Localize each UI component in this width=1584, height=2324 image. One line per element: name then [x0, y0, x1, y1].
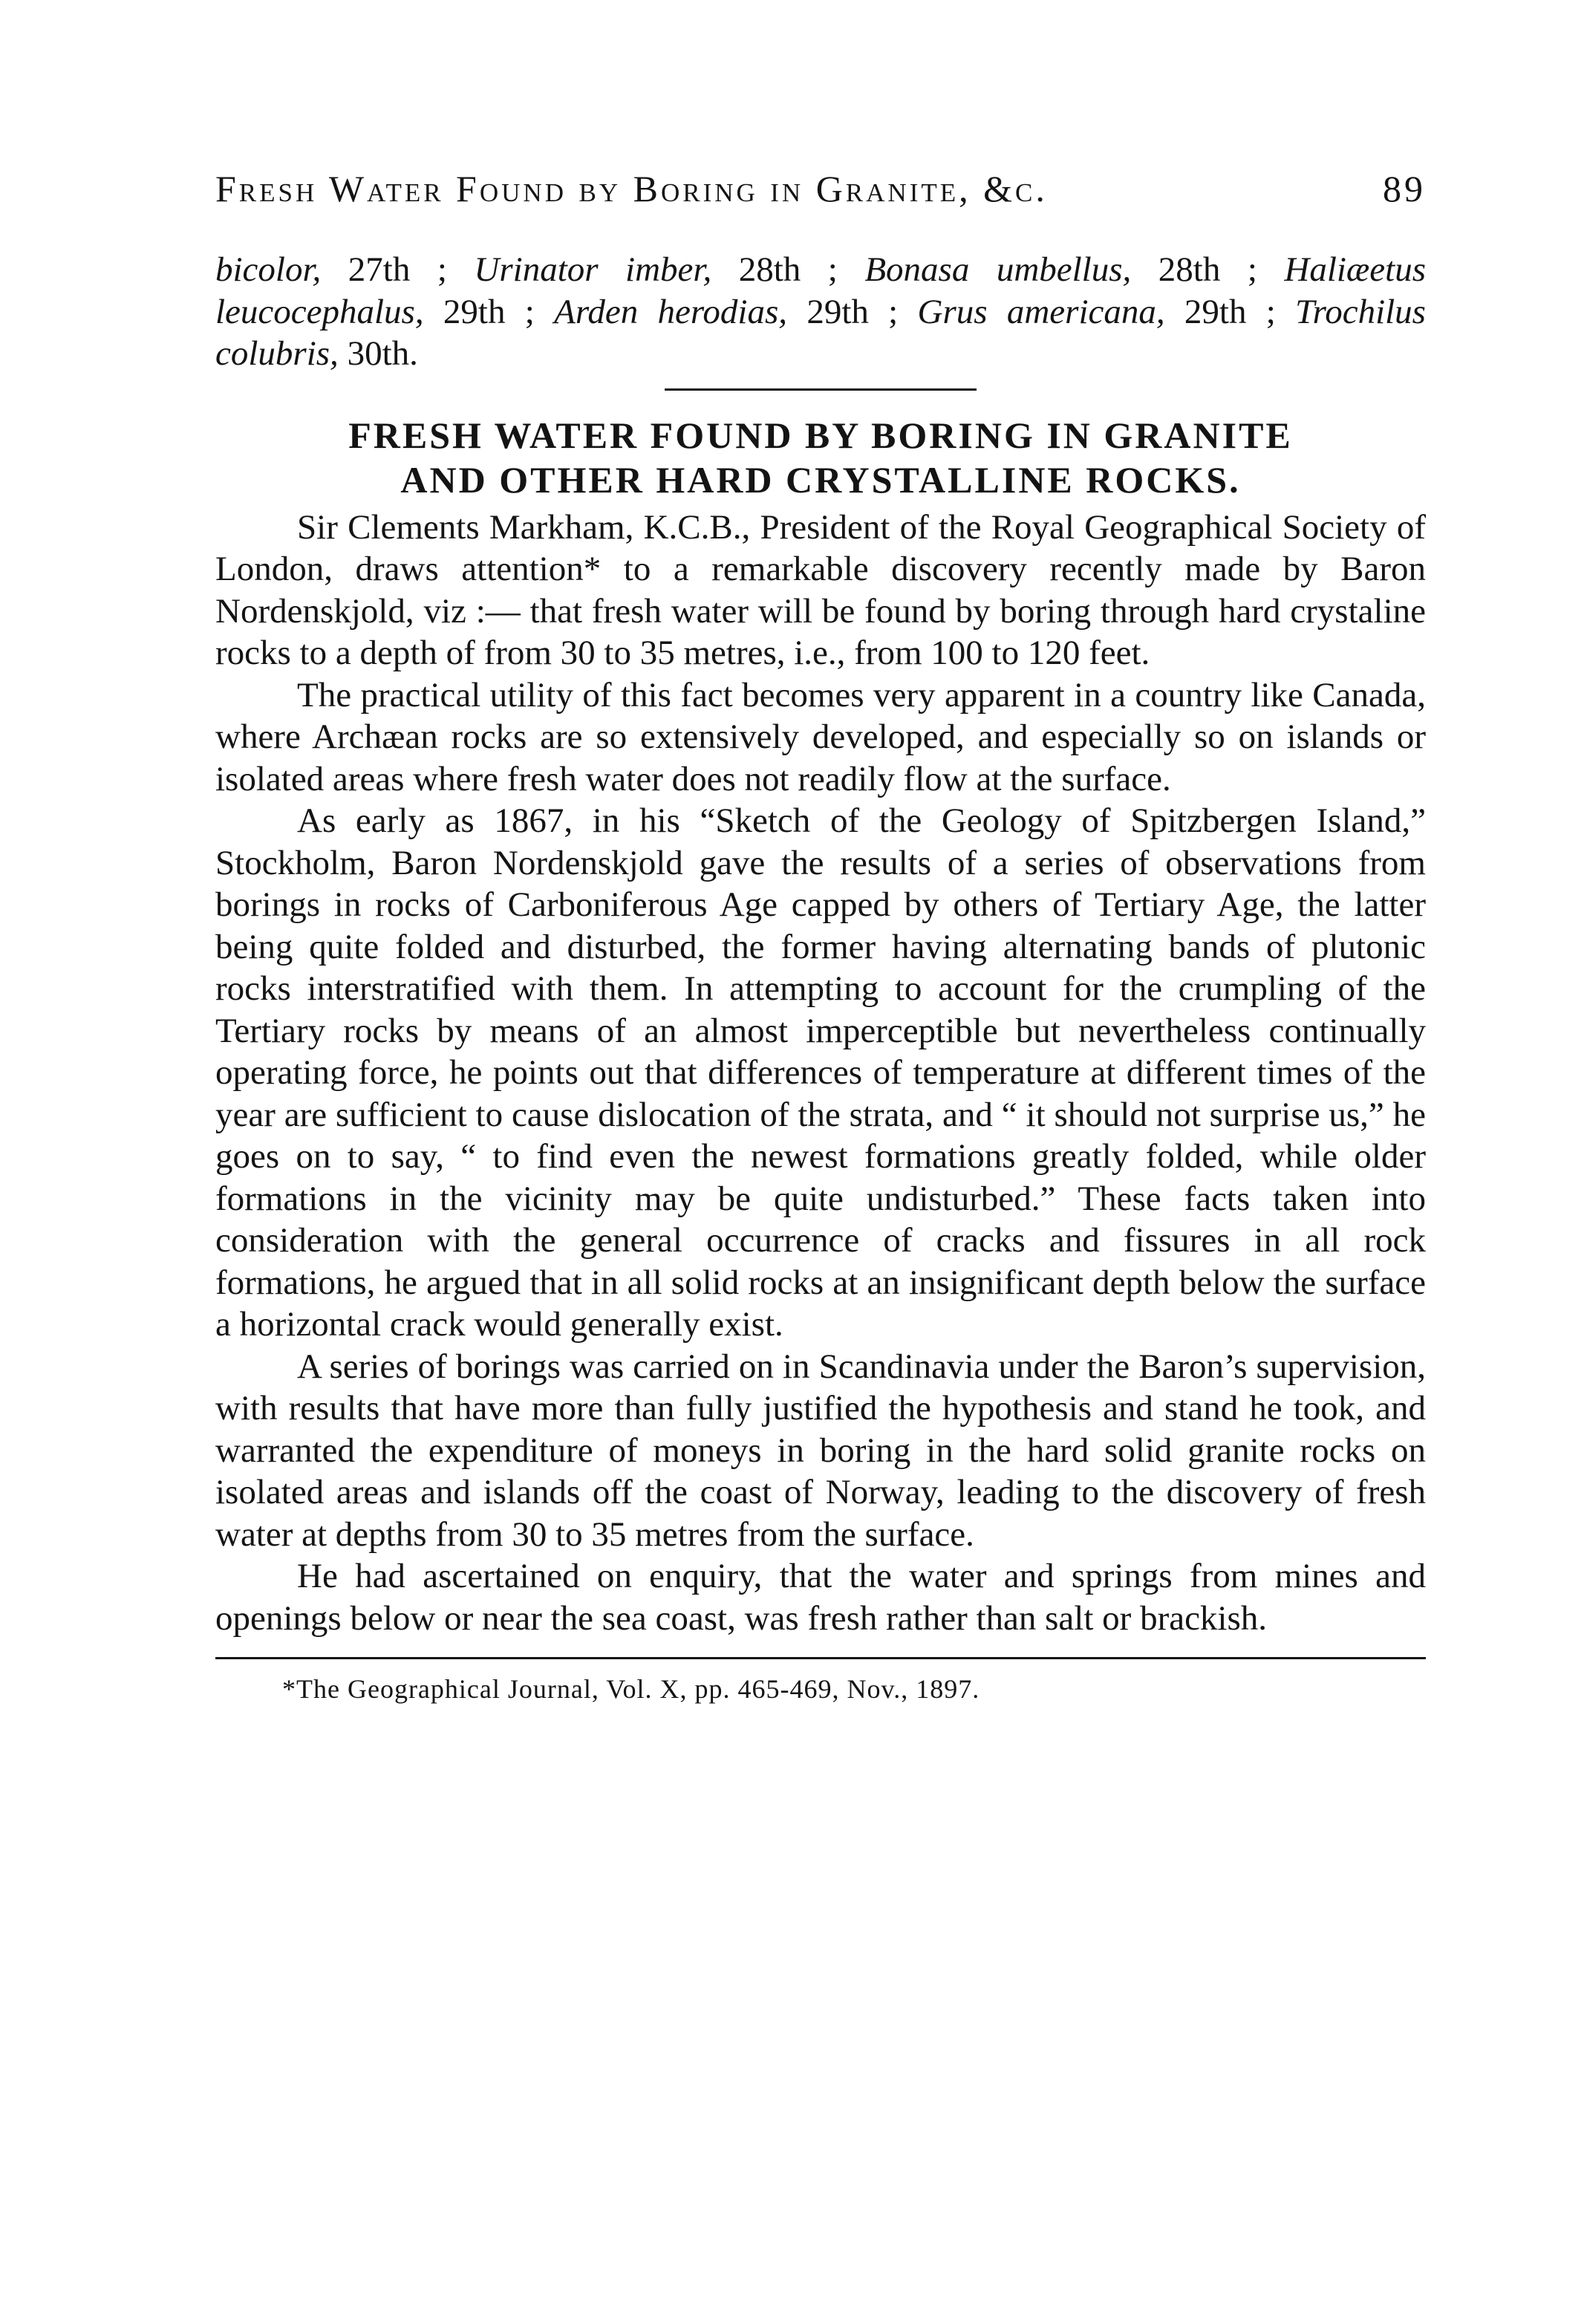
- tail-segment: bicolor,: [215, 250, 322, 289]
- running-head-title: Fresh Water Found by Boring in Granite, &c.: [215, 168, 1048, 209]
- tail-segment: Trochilus colubris,: [215, 292, 1426, 373]
- page: [215, 167, 1426, 1705]
- article-heading: [215, 413, 1426, 502]
- footnote-divider: [215, 1657, 1426, 1659]
- running-head: [215, 167, 1426, 227]
- paragraph-5: He had ascertained on enquiry, that the water and springs from mines and openings below or near the sea coast, was fresh rather than salt or brackish.: [215, 1557, 1426, 1638]
- tail-segment: 27th ;: [321, 250, 475, 289]
- tail-segment: 29th ;: [1164, 292, 1296, 331]
- tail-segment: 28th ;: [1131, 250, 1285, 289]
- tail-segment: 29th ;: [423, 292, 555, 331]
- previous-article-tail: [215, 249, 1426, 375]
- section-divider: [665, 388, 977, 391]
- article-heading-line-2: AND OTHER HARD CRYSTALLINE ROCKS.: [400, 458, 1241, 501]
- footnote: *The Geographical Journal, Vol. X, pp. 465-469, Nov., 1897.: [282, 1674, 980, 1704]
- paragraph-2: The practical utility of this fact becomes very apparent in a country like Canada, where Archæan rocks are so extensively developed, and especially so on islands or isolated areas where fresh water does not readily flow at the surface.: [215, 675, 1426, 798]
- tail-segment: 30th.: [338, 334, 418, 373]
- tail-segment: Haliæetus leucocephalus,: [215, 250, 1426, 331]
- tail-segment: Arden herodias,: [554, 292, 788, 331]
- paragraph-1: Sir Clements Markham, K.C.B., President of the Royal Geographical Society of London, draws attention* to a remarkable discovery recently made by Baron Nordenskjold, viz :— that fresh water will be found by boring through hard crystaline rocks to a depth of from 30 to 35 metres, i.e., from 100 to 120 feet.: [215, 507, 1426, 672]
- tail-segment: 29th ;: [787, 292, 918, 331]
- tail-segment: Urinator imber,: [474, 250, 712, 289]
- paragraph-4: A series of borings was carried on in Scandinavia under the Baron’s supervision, with results that have more than fully justified the hypothesis and stand he took, and warranted the expenditure of moneys in boring in the hard solid granite rocks on isolated areas and islands off the coast of Norway, leading to the discovery of fresh water at depths from 30 to 35 metres from the surface.: [215, 1347, 1426, 1554]
- tail-segment: Grus americana,: [917, 292, 1165, 331]
- article-heading-line-1: FRESH WATER FOUND BY BORING IN GRANITE: [348, 414, 1293, 456]
- page-number: 89: [1383, 168, 1426, 209]
- paragraph-3: As early as 1867, in his “Sketch of the Geology of Spitzbergen Island,” Stockholm, Baron Nordenskjold gave the results of a series of observations from borings in rocks of Carboniferous Age capped by others of Tertiary Age, the latter being quite folded and disturbed, the former having alternating bands of plutonic rocks interstratified with them. In attempting to account for the crumpling of the Tertiary rocks by means of an almost imperceptible but nevertheless continually operating force, he points out that differences of temperature at different times of the year are sufficient to cause dislocation of the strata, and “ it should not surprise us,” he goes on to say, “ to find even the newest formations greatly folded, while older formations in the vicinity may be quite undisturbed.” These facts taken into consideration with the general occurrence of cracks and fissures in all rock formations, he argued that in all solid rocks at an insignificant depth below the surface a horizontal crack would generally exist.: [215, 801, 1426, 1344]
- tail-segment: 28th ;: [711, 250, 865, 289]
- tail-segment: Bonasa umbellus,: [864, 250, 1132, 289]
